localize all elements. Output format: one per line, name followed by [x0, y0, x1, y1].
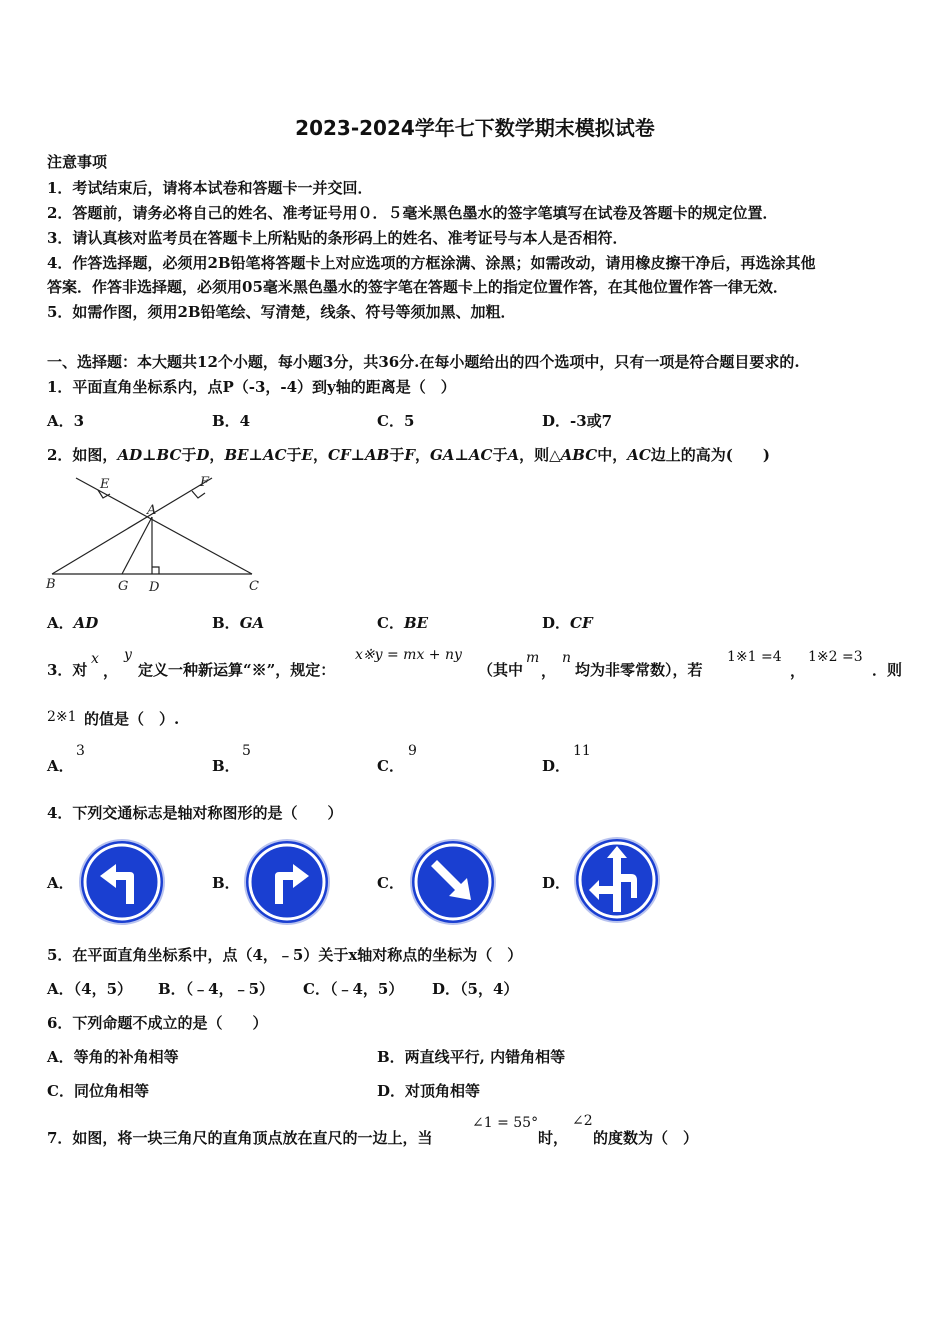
- q6-option-d: D．对顶角相等: [377, 1082, 481, 1100]
- q2-d-value: CF: [570, 614, 593, 632]
- notice-heading: 注意事项: [47, 153, 108, 171]
- q7-angle1: ∠1 = 55°: [472, 1115, 539, 1131]
- right-angle-f: [192, 491, 205, 498]
- notice-item-2: 2．答题前，请务必将自己的姓名、准考证号用０．５毫米黑色墨水的签字笔填写在试卷及答题卡的规定位置．: [47, 204, 778, 222]
- q1-stem: 1．平面直角坐标系内，点P（-3，-4）到y轴的距离是（ ）: [47, 378, 456, 396]
- q3-var-m: m: [526, 650, 540, 666]
- q2-p5: CF⊥AB: [328, 446, 390, 464]
- notice-item-3: 3．请认真核对监考员在答题卡上所粘贴的条形码上的姓名、准考证号与本人是否相符．: [47, 229, 628, 247]
- label-d: D: [149, 580, 160, 595]
- q5-stem: 5．在平面直角坐标系中，点（4，﹣5）关于x轴对称点的坐标为（ ）: [47, 946, 523, 964]
- q2-t7: 于: [492, 446, 508, 464]
- q3-option-a-label: A．: [47, 757, 74, 775]
- q2-num: 2．如图，: [47, 446, 118, 464]
- q3-t1: 3．对: [47, 661, 88, 679]
- q3-var-n: n: [562, 650, 572, 666]
- notice-item-5: 5．如需作图，须用2B铅笔绘、写清楚，线条、符号等须加黑、加粗．: [47, 303, 516, 321]
- right-angle-d: [152, 567, 159, 574]
- q2-a-value: AD: [73, 614, 99, 632]
- q2-d-label: D．: [542, 614, 571, 632]
- q3-cond-1: 1※1 =4: [727, 649, 782, 665]
- q6-option-b: B．两直线平行, 内错角相等: [377, 1048, 566, 1066]
- notice-item-4: 4．作答选择题，必须用2B铅笔将答题卡上对应选项的方框涂满、涂黑；如需改动，请用橡皮擦干净后，再选涂其他: [47, 254, 816, 272]
- q3-t6: 的值是（ ）.: [84, 710, 180, 728]
- q4-option-b-label: B．: [212, 874, 240, 892]
- q2-t6: ，: [414, 446, 430, 464]
- turn-left-sign-icon: [78, 838, 166, 926]
- label-f: F: [200, 475, 210, 490]
- q2-p7: GA⊥AC: [430, 446, 493, 464]
- q3-t3: （其中: [478, 661, 524, 679]
- q3-option-c-label: C．: [377, 757, 404, 775]
- q3-rule: x※y = mx + ny: [355, 647, 462, 663]
- q2-p8: A: [507, 446, 520, 464]
- q2-t8: ，则△: [519, 446, 561, 464]
- q7-stem-part1: 7．如图，将一块三角尺的直角顶点放在直尺的一边上，当: [47, 1129, 433, 1147]
- q3-var-y: y: [124, 647, 132, 663]
- q2-p10: AC: [627, 446, 651, 464]
- q4-option-d-label: D．: [542, 874, 571, 892]
- notice-item-1: 1．考试结束后，请将本试卷和答题卡一并交回．: [47, 179, 373, 197]
- q5-option-a: A．（4，5）: [47, 980, 133, 998]
- q3-t2: 定义一种新运算“※”，规定：: [138, 661, 336, 679]
- section-heading: 一、选择题：本大题共12个小题，每小题3分，共36分.在每小题给出的四个选项中，只有一项是符合题目要求的.: [47, 353, 800, 371]
- diagonal-arrow-sign-icon: [409, 838, 497, 926]
- notice-item-4-cont: 答案．作答非选择题，必须用05毫米黑色墨水的签字笔在答题卡上的指定位置作答，在其他位置作答一律无效．: [47, 278, 788, 296]
- line-ag: [122, 517, 152, 574]
- q2-option-b: [212, 613, 264, 633]
- turn-right-sign-icon: [243, 838, 331, 926]
- q2-option-c: [377, 613, 428, 633]
- q5-option-b: B．（﹣4，﹣5）: [158, 980, 275, 998]
- q2-c-value: BE: [403, 614, 429, 632]
- q6-stem: 6．下列命题不成立的是（ ）: [47, 1014, 268, 1032]
- line-bf: [52, 478, 212, 574]
- q1-option-a: A．3: [47, 412, 85, 430]
- q6-option-c: C．同位角相等: [47, 1082, 149, 1100]
- q2-p1: AD⊥BC: [117, 446, 182, 464]
- q2-t9: 中，: [597, 446, 628, 464]
- q5-option-d: D．（5，4）: [432, 980, 519, 998]
- q1-option-c: C．5: [377, 412, 415, 430]
- q2-p2: D: [196, 446, 210, 464]
- q3-var-x: x: [91, 651, 99, 667]
- q2-b-label: B．: [212, 614, 240, 632]
- q2-option-a: [47, 613, 98, 633]
- q7-angle2: ∠2: [572, 1113, 593, 1129]
- q2-t2: ，: [209, 446, 225, 464]
- q2-t4: ，: [312, 446, 328, 464]
- q2-p3: BE⊥AC: [224, 446, 287, 464]
- q3-option-a-value: 3: [76, 743, 85, 759]
- q2-t3: 于: [286, 446, 302, 464]
- q5-option-c: C．（﹣4，5）: [303, 980, 404, 998]
- q2-triangle-figure: [40, 472, 270, 597]
- q3-expression: 2※1: [47, 709, 77, 725]
- q4-option-a-label: A．: [47, 874, 74, 892]
- q4-stem: 4．下列交通标志是轴对称图形的是（ ）: [47, 804, 343, 822]
- q3-option-c-value: 9: [408, 743, 417, 759]
- label-g: G: [118, 579, 129, 594]
- q1-option-b: B．4: [212, 412, 251, 430]
- q2-b-value: GA: [239, 614, 265, 632]
- q3-option-b-label: B．: [212, 757, 240, 775]
- q2-t5: 于: [389, 446, 405, 464]
- q2-a-label: A．: [47, 614, 74, 632]
- q3-t4: 均为非零常数），若: [575, 661, 703, 679]
- q2-t1: 于: [181, 446, 197, 464]
- q2-p6: F: [404, 446, 415, 464]
- straight-left-right-sign-icon: [573, 836, 661, 924]
- q4-option-c-label: C．: [377, 874, 404, 892]
- sign-disc: [81, 841, 163, 923]
- q2-p9: ABC: [560, 446, 598, 464]
- q7-stem-part3: 的度数为（ ）: [593, 1129, 699, 1147]
- q2-c-label: C．: [377, 614, 404, 632]
- q3-option-d-value: 11: [573, 743, 591, 759]
- q3-option-d-label: D．: [542, 757, 571, 775]
- q3-comma3: ，: [790, 662, 806, 680]
- q2-option-d: [542, 613, 593, 633]
- label-c: C: [249, 579, 259, 594]
- q7-stem-part2: 时，: [538, 1129, 569, 1147]
- q1-option-d: D．-3或7: [542, 412, 613, 430]
- q3-comma2: ，: [541, 662, 557, 680]
- q3-stem: [47, 660, 87, 680]
- q2-p4: E: [301, 446, 313, 464]
- q2-stem: [47, 445, 770, 465]
- label-a: A: [147, 503, 157, 518]
- q3-option-b-value: 5: [242, 743, 251, 759]
- label-b: B: [46, 577, 56, 592]
- q3-t5: ．则: [872, 661, 903, 679]
- q3-comma: ，: [103, 662, 119, 680]
- q6-option-a: A．等角的补角相等: [47, 1048, 179, 1066]
- line-ce: [76, 478, 252, 574]
- label-e: E: [100, 477, 110, 492]
- page-title: 2023-2024学年七下数学期末模拟试卷: [295, 116, 655, 140]
- q3-cond-2: 1※2 =3: [808, 649, 863, 665]
- q2-t10: 边上的高为( ): [650, 446, 770, 464]
